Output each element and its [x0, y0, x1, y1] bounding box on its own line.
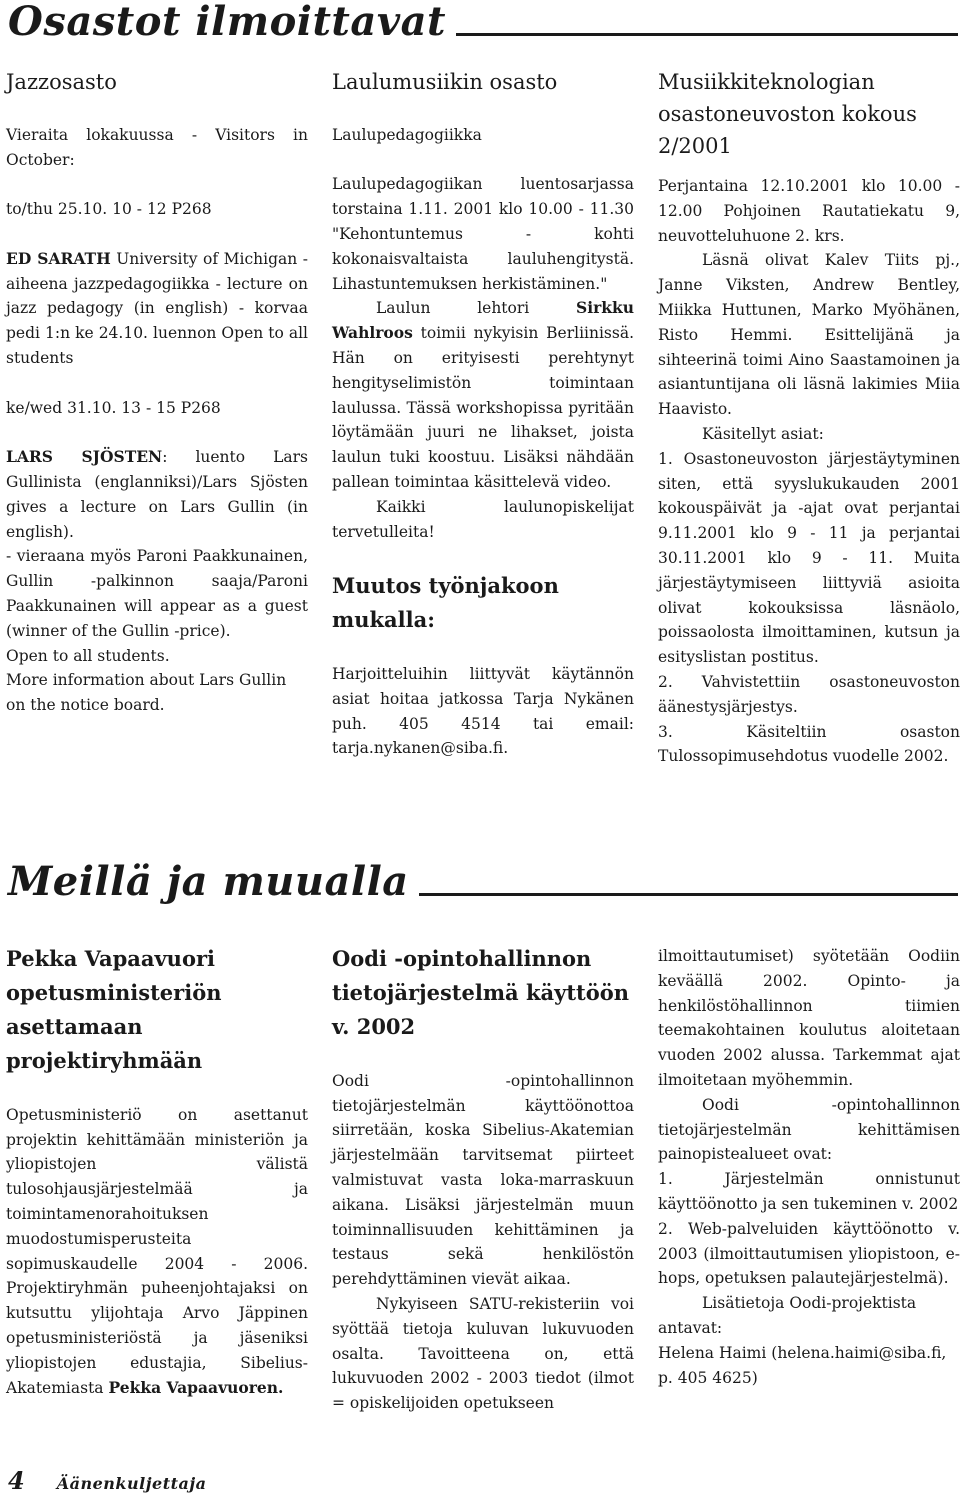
column-oodi: [332, 942, 634, 1416]
paragraph: Nykyiseen SATU-rekisteriin voi syöttää tietoja kuluvan lukuvuoden osalta. Tavoitteena on, että lukuvuoden 2002 - 2003 tiedot (ilmot = opiskelijoiden opetukseen: [332, 1294, 634, 1413]
paragraph: Oodi -opintohallinnon tietojärjestelmän kehittämisen painopistealueet ovat:: [658, 1095, 960, 1164]
paragraph: ED SARATH University of Michigan - aiheena jazzpedagogiikka - lecture on jazz pedagogy (in english) - korvaa pedi 1:n ke 24.10. luennon Open to all students: [6, 248, 308, 367]
column-oodi-continued: [658, 944, 960, 1390]
person-name: Pekka Vapaavuoren.: [108, 1377, 284, 1397]
paragraph: Kaikki laulunopiskelijat tervetulleita!: [332, 497, 634, 541]
person-name: Sirkku Wahlroos: [332, 298, 634, 343]
list-item: 3. Käsiteltiin osaston Tulossopimusehdotus vuodelle 2002.: [658, 722, 960, 766]
title-rule: [419, 893, 958, 896]
list-item: 2. Vahvistettiin osastoneuvoston äänestysjärjestys.: [658, 672, 960, 716]
article-heading: Musiikkiteknologian osastoneuvoston kokous 2/2001: [658, 70, 917, 158]
column-laulumusiikki: [332, 66, 634, 761]
paragraph: Käsitellyt asiat:: [702, 424, 824, 443]
article-heading: Laulumusiikin osasto: [332, 70, 558, 94]
person-name: ED SARATH: [6, 248, 111, 268]
paragraph: Open to all students.: [6, 646, 170, 665]
paragraph: ke/wed 31.10. 13 - 15 P268: [6, 398, 221, 417]
paragraph: Laulupedagogiikan luentosarjassa torstaina 1.11. 2001 klo 10.00 - 11.30 "Kehontuntemus - kohti kokonaisvaltaista lauluhengitystä. Lihastuntemuksen herkistäminen.": [332, 175, 634, 293]
article-heading: Pekka Vapaavuori opetusministeriön asettamaan projektiryhmään: [6, 946, 222, 1073]
page-footer: [8, 1466, 207, 1495]
page-number: 4: [8, 1466, 25, 1495]
paragraph: to/thu 25.10. 10 - 12 P268: [6, 200, 212, 219]
paragraph: Läsnä olivat Kalev Tiits pj., Janne Viksten, Andrew Bentley, Miikka Huttunen, Marko Myöhänen, Risto Hemmi. Esittelijänä ja sihteerinä toimi Aino Saastamoinen ja asiantuntijana oli läsnä lakimies Miia Haavisto.: [658, 251, 960, 419]
paragraph: Lisätietoja Oodi-projektista antavat:: [658, 1294, 917, 1337]
section-header-osastot: [8, 0, 958, 44]
paragraph: LARS SJÖSTEN: luento Lars Gullinista (englanniksi)/Lars Sjösten gives a lecture on Lars Gullin (in english).: [6, 447, 308, 541]
title-rule: [456, 33, 958, 36]
paragraph: Opetusministeriö on asettanut projektin kehittämään ministeriön ja yliopistojen välistä tulosohjausjärjestelmää ja toimintamenorahoituksen muodostumisperusteita sopimuskaudelle 2004 - 2006. Projektiryhmän puheenjohtajaksi on kutsuttu ylijohtaja Arvo Jäppinen opetusministeriöstä ja jäseniksi yliopistojen edustajia, Sibelius-Akatemiasta Pekka Vapaavuoren.: [6, 1105, 308, 1397]
paragraph: Harjoitteluihin liittyvät käytännön asiat hoitaa jatkossa Tarja Nykänen puh. 405 4514 tai email: tarja.nykanen@siba.fi.: [332, 664, 634, 758]
section-title: Osastot ilmoittavat: [8, 0, 446, 45]
column-jazzosasto: [6, 66, 308, 718]
paragraph: More information about Lars Gullin on the notice board.: [6, 671, 287, 715]
section-header-meilla: [8, 860, 958, 904]
paragraph: Oodi -opintohallinnon tietojärjestelmän käyttöönottoa siirretään, koska Sibelius-Akatemian järjestelmään tarvitsemat piirteet valmistuvat vasta loka-marraskuun aikana. Lisäksi järjestelmän muun toiminnallisuuden kehittäminen ja testaus sekä henkilöstön perehdyttäminen vievät aikaa.: [332, 1071, 634, 1289]
paragraph: ilmoittautumiset) syötetään Oodiin keväällä 2002. Opinto- ja henkilöstöhallinnon tiimien teemakohtainen koulutus aloitetaan vuoden 2002 alussa. Tarkemmat ajat ilmoitetaan myöhemmin.: [658, 947, 960, 1089]
article-heading: Jazzosasto: [6, 70, 117, 94]
paragraph: Laulun lehtori Sirkku Wahlroos toimii nykyisin Berliinissä. Hän on erityisesti perehtynyt hengityselimistön toimintaan laulussa. Tässä workshopissa pyritään löytämään juuri ne lihakset, joista laulun tuki koostuu. Lisäksi nähdään pallean toimintaa käsittelevä video.: [332, 298, 634, 491]
list-item: 1. Osastoneuvoston järjestäytyminen siten, että syyslukukauden 2001 kokouspäivät ja -ajat ovat perjantai 9.11.2001 klo 9 - 11 ja perjantai 30.11.2001 klo 9 - 11. Muita järjestäytymiseen liittyviä asioita olivat kokouksissa läsnäolo, poissaolosta ilmoittaminen, kutsun ja esityslistan postitus.: [658, 449, 960, 667]
column-vapaavuori: [6, 942, 308, 1400]
person-name: LARS SJÖSTEN: [6, 447, 163, 467]
article-heading: Oodi -opintohallinnon tietojärjestelmä käyttöön v. 2002: [332, 946, 630, 1039]
paragraph: - vieraana myös Paroni Paakkunainen, Gullin -palkinnon saaja/Paroni Paakkunainen will appear as a guest (winner of the Gullin -price).: [6, 547, 308, 640]
contact: Helena Haimi (helena.haimi@siba.fi, p. 405 4625): [658, 1343, 947, 1387]
article-heading: Muutos työnjakoon mukalla:: [332, 573, 559, 633]
subheading: Laulupedagogiikka: [332, 125, 482, 144]
list-item: 1. Järjestelmän onnistunut käyttöönotto ja sen tukeminen v. 2002: [658, 1170, 960, 1213]
list-item: 2. Web-palveluiden käyttöönotto v. 2003 (ilmoittautumisen yliopistoon, e-hops, opetuksen palautejärjestelmä).: [658, 1219, 960, 1288]
paragraph: Perjantaina 12.10.2001 klo 10.00 - 12.00 Pohjoinen Rautatiekatu 9, neuvotteluhuone 2. krs.: [658, 177, 960, 245]
paragraph: Vieraita lokakuussa - Visitors in October:: [6, 125, 308, 169]
section-title: Meillä ja muualla: [8, 858, 409, 905]
column-musiikkiteknologia: [658, 66, 960, 769]
magazine-name: Äänenkuljettaja: [56, 1474, 207, 1493]
